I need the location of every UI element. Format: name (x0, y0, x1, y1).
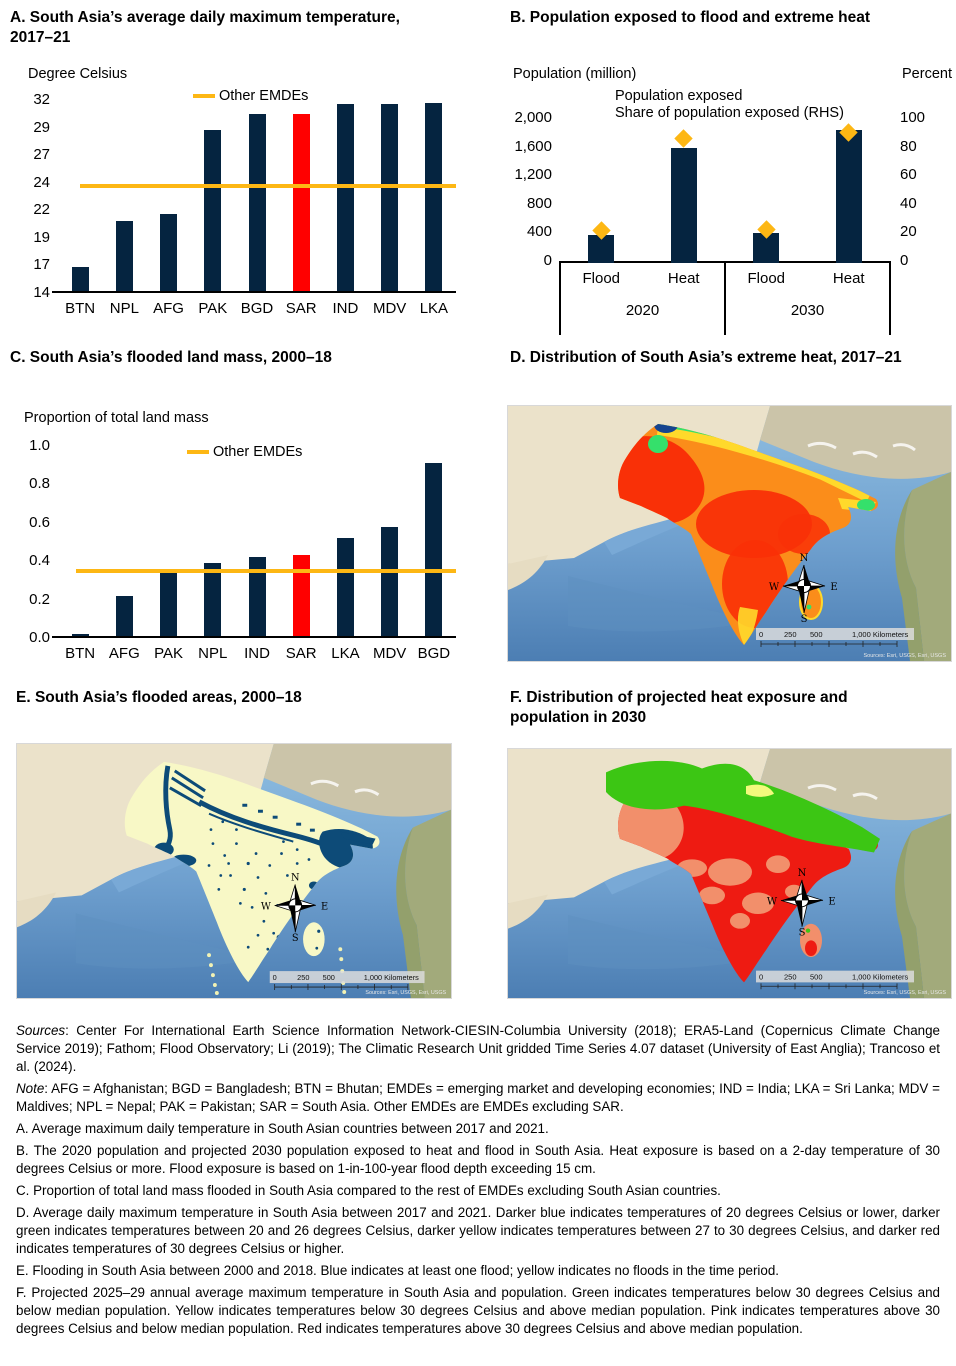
bar-PAK (160, 571, 177, 636)
y-tick: 22 (33, 201, 50, 219)
panel-a (10, 8, 472, 338)
y-tick-left: 1,200 (514, 166, 552, 184)
y-tick: 0.6 (29, 513, 50, 531)
y-tick: 0.8 (29, 475, 50, 493)
panel-c-legend-label: Other EMDEs (213, 444, 303, 460)
map-f-projected-heat (507, 748, 952, 999)
svg-text:1,000 Kilometers: 1,000 Kilometers (363, 973, 419, 983)
footer-paragraph: F. Projected 2025–29 annual average maximum temperature in South Asia and population. Green indicates temperatures below 30 degrees Celsius and below median population. Yellow indicates temperatures below 30 degrees Celsius and above median population. Pink indicates temperatures above 30 degrees Celsius and below median population. Red indicates temperatures above 30 degrees Celsius and above median population. (16, 1285, 940, 1336)
x-tick: BGD (417, 645, 451, 662)
y-tick-right: 60 (900, 166, 917, 184)
y-tick: 0.0 (29, 629, 50, 646)
panel-d-title: D. Distribution of South Asia’s extreme heat, 2017–21 (510, 349, 902, 366)
svg-text:1,000 Kilometers: 1,000 Kilometers (852, 972, 909, 982)
panel-b (510, 8, 956, 338)
y-tick-right: 80 (900, 137, 917, 155)
panel-a-y-axis-title: Degree Celsius (28, 66, 128, 82)
axis-box-line (724, 261, 726, 335)
bar-IND (337, 104, 354, 291)
bar-NPL (204, 563, 221, 636)
y-tick-left: 1,600 (514, 137, 552, 155)
group-label: 2030 (790, 302, 825, 319)
y-tick: 32 (33, 91, 50, 108)
footer-paragraph: Note: AFG = Afghanistan; BGD = Bangladesh; BTN = Bhutan; EMDEs = emerging market and developing economies; IND = India; LKA = Sri Lanka; MDV = Maldives; NPL = Nepal; PAK = Pakistan; SAR = South Asia. Other EMDEs are EMDEs excluding SAR. (16, 1081, 940, 1114)
svg-text:250: 250 (784, 972, 797, 982)
x-tick: MDV (372, 645, 407, 662)
svg-text:500: 500 (810, 630, 823, 639)
bar-BTN (72, 634, 89, 636)
footer-paragraph: A. Average maximum daily temperature in South Asian countries between 2017 and 2021. (16, 1121, 549, 1136)
x-tick: PAK (154, 645, 183, 662)
bar-MDV (381, 104, 398, 291)
x-tick: BGD (240, 300, 274, 317)
x-tick: Heat (832, 270, 865, 287)
bar-BGD (425, 463, 442, 636)
x-tick: Heat (667, 270, 700, 287)
bar-NPL (116, 221, 133, 291)
y-tick: 17 (33, 256, 50, 274)
legend-bars-label: Population exposed (615, 88, 743, 104)
svg-text:500: 500 (322, 973, 335, 983)
group-label: 2020 (625, 302, 660, 319)
x-tick: AFG (153, 300, 184, 317)
svg-text:500: 500 (810, 972, 823, 982)
y-tick-right: 40 (900, 194, 917, 212)
scale-bar (270, 971, 425, 990)
x-tick: BTN (65, 300, 96, 317)
footer-notes (16, 1022, 940, 1342)
bar-BGD (249, 114, 266, 291)
x-tick: SAR (285, 300, 317, 317)
x-tick: NPL (109, 300, 139, 317)
panel-f-title: F. Distribution of projected heat exposure and population in 2030 (510, 689, 848, 727)
map-attribution: Sources: Esri, USGS, Esri, USGS (863, 990, 946, 997)
x-tick: SAR (285, 645, 317, 662)
legend-line-icon (193, 94, 215, 98)
x-tick: PAK (198, 300, 228, 317)
map-attribution: Sources: Esri, USGS, Esri, USGS (365, 989, 447, 997)
map-attribution: Sources: Esri, USGS, Esri, USGS (863, 653, 946, 659)
footer-paragraph: B. The 2020 population and projected 2030 population exposed to heat and flood in South Asia. Heat exposure is based on a 2-day temperature of 30 degrees Celsius or more. Flood exposure is based on 1-in-100-year flood depth exceeding 15 cm. (16, 1143, 940, 1176)
svg-text:0: 0 (759, 972, 764, 982)
x-tick: MDV (372, 300, 407, 317)
x-tick: AFG (108, 645, 140, 662)
y-tick-right: 20 (900, 223, 917, 241)
svg-text:0: 0 (759, 630, 764, 639)
footer-paragraph: E. Flooding in South Asia between 2000 and 2018. Blue indicates at least one flood; yellow indicates no floods in the time period. (16, 1263, 780, 1278)
x-tick: BTN (65, 645, 96, 662)
y-tick: 0.4 (29, 552, 50, 570)
bar-AFG (116, 596, 133, 636)
y-tick-left: 800 (526, 194, 552, 212)
bar-SAR (293, 114, 310, 291)
panel-e (16, 688, 456, 708)
panel-e-title: E. South Asia’s flooded areas, 2000–18 (16, 689, 302, 706)
y-tick: 27 (33, 146, 50, 164)
x-tick: NPL (198, 645, 228, 662)
share-point-2020-Heat (675, 129, 693, 147)
panel-f (510, 688, 940, 728)
x-tick: IND (332, 300, 359, 317)
footer-paragraph: Sources: Center For International Earth Science Information Network-CIESIN-Columbia University (2018); ERA5-Land (Copernicus Climate Change Service 2019); Fathom; Flood Observatory; Li (2019); The Climatic Research Unit gridded Time Series 4.07 dataset (University of East Anglia); Trancoso et al. (2024). (16, 1023, 940, 1074)
scale-bar (756, 971, 914, 990)
bar-LKA (337, 538, 354, 636)
scale-bar (756, 628, 914, 647)
panel-b-right-axis-title: Percent (902, 66, 952, 82)
bar-BTN (72, 267, 89, 291)
y-tick-left: 0 (543, 252, 552, 269)
svg-text:250: 250 (784, 630, 797, 639)
y-tick: 24 (33, 173, 50, 191)
x-tick: IND (244, 645, 270, 662)
panel-c (10, 348, 472, 678)
y-tick: 14 (33, 284, 50, 301)
x-tick: Flood (582, 270, 621, 287)
y-tick-left: 2,000 (514, 109, 552, 126)
map-e-flooded-areas (16, 743, 452, 999)
svg-text:0: 0 (272, 973, 277, 983)
panel-a-title: A. South Asia’s average daily maximum temperature, 2017–21 (10, 9, 400, 47)
y-tick: 1.0 (29, 437, 50, 454)
axis-box-line (889, 261, 891, 335)
y-tick: 19 (33, 228, 50, 246)
other-emdes-line (76, 569, 456, 573)
x-tick: LKA (331, 645, 360, 662)
panel-d (510, 348, 940, 368)
chart-c (29, 437, 456, 662)
panel-b-legend (610, 88, 844, 122)
other-emdes-line (80, 184, 456, 188)
bar-LKA (425, 103, 442, 291)
panel-a-legend-label: Other EMDEs (219, 88, 309, 104)
x-tick: LKA (419, 300, 449, 317)
legend-points-label: Share of population exposed (RHS) (615, 105, 844, 121)
axis-box-line (559, 261, 561, 335)
panel-b-left-axis-title: Population (million) (513, 66, 637, 82)
bar-2020-Heat (671, 148, 697, 263)
panel-c-title: C. South Asia’s flooded land mass, 2000–18 (10, 349, 332, 366)
svg-text:250: 250 (297, 973, 310, 983)
sri-lanka (303, 922, 325, 956)
bar-MDV (381, 527, 398, 636)
bar-PAK (204, 130, 221, 291)
panel-b-title: B. Population exposed to flood and extreme heat (510, 9, 870, 26)
map-d-extreme-heat (507, 405, 952, 662)
y-tick-right: 0 (900, 252, 909, 269)
y-tick: 29 (33, 118, 50, 136)
footer-paragraph: C. Proportion of total land mass flooded in South Asia compared to the rest of EMDEs excluding South Asian countries. (16, 1183, 721, 1198)
y-tick-right: 100 (900, 109, 926, 126)
bar-AFG (160, 214, 177, 291)
svg-text:1,000 Kilometers: 1,000 Kilometers (852, 630, 909, 639)
footer-paragraph: D. Average daily maximum temperature in South Asia between 2017 and 2021. Darker blue indicates temperatures of 20 degrees Celsius or lower, darker green indicates temperatures between 20 and 26 degrees Celsius, darker yellow indicates temperatures between 27 to 30 degrees Celsius, and darker red indicates temperatures of 30 degrees Celsius or higher. (16, 1205, 940, 1256)
bar-SAR (293, 555, 310, 636)
y-tick: 0.2 (29, 590, 50, 608)
x-tick: Flood (747, 270, 786, 287)
y-tick-left: 400 (526, 223, 552, 241)
bar-2030-Heat (836, 130, 862, 263)
panel-c-y-axis-title: Proportion of total land mass (24, 410, 209, 426)
